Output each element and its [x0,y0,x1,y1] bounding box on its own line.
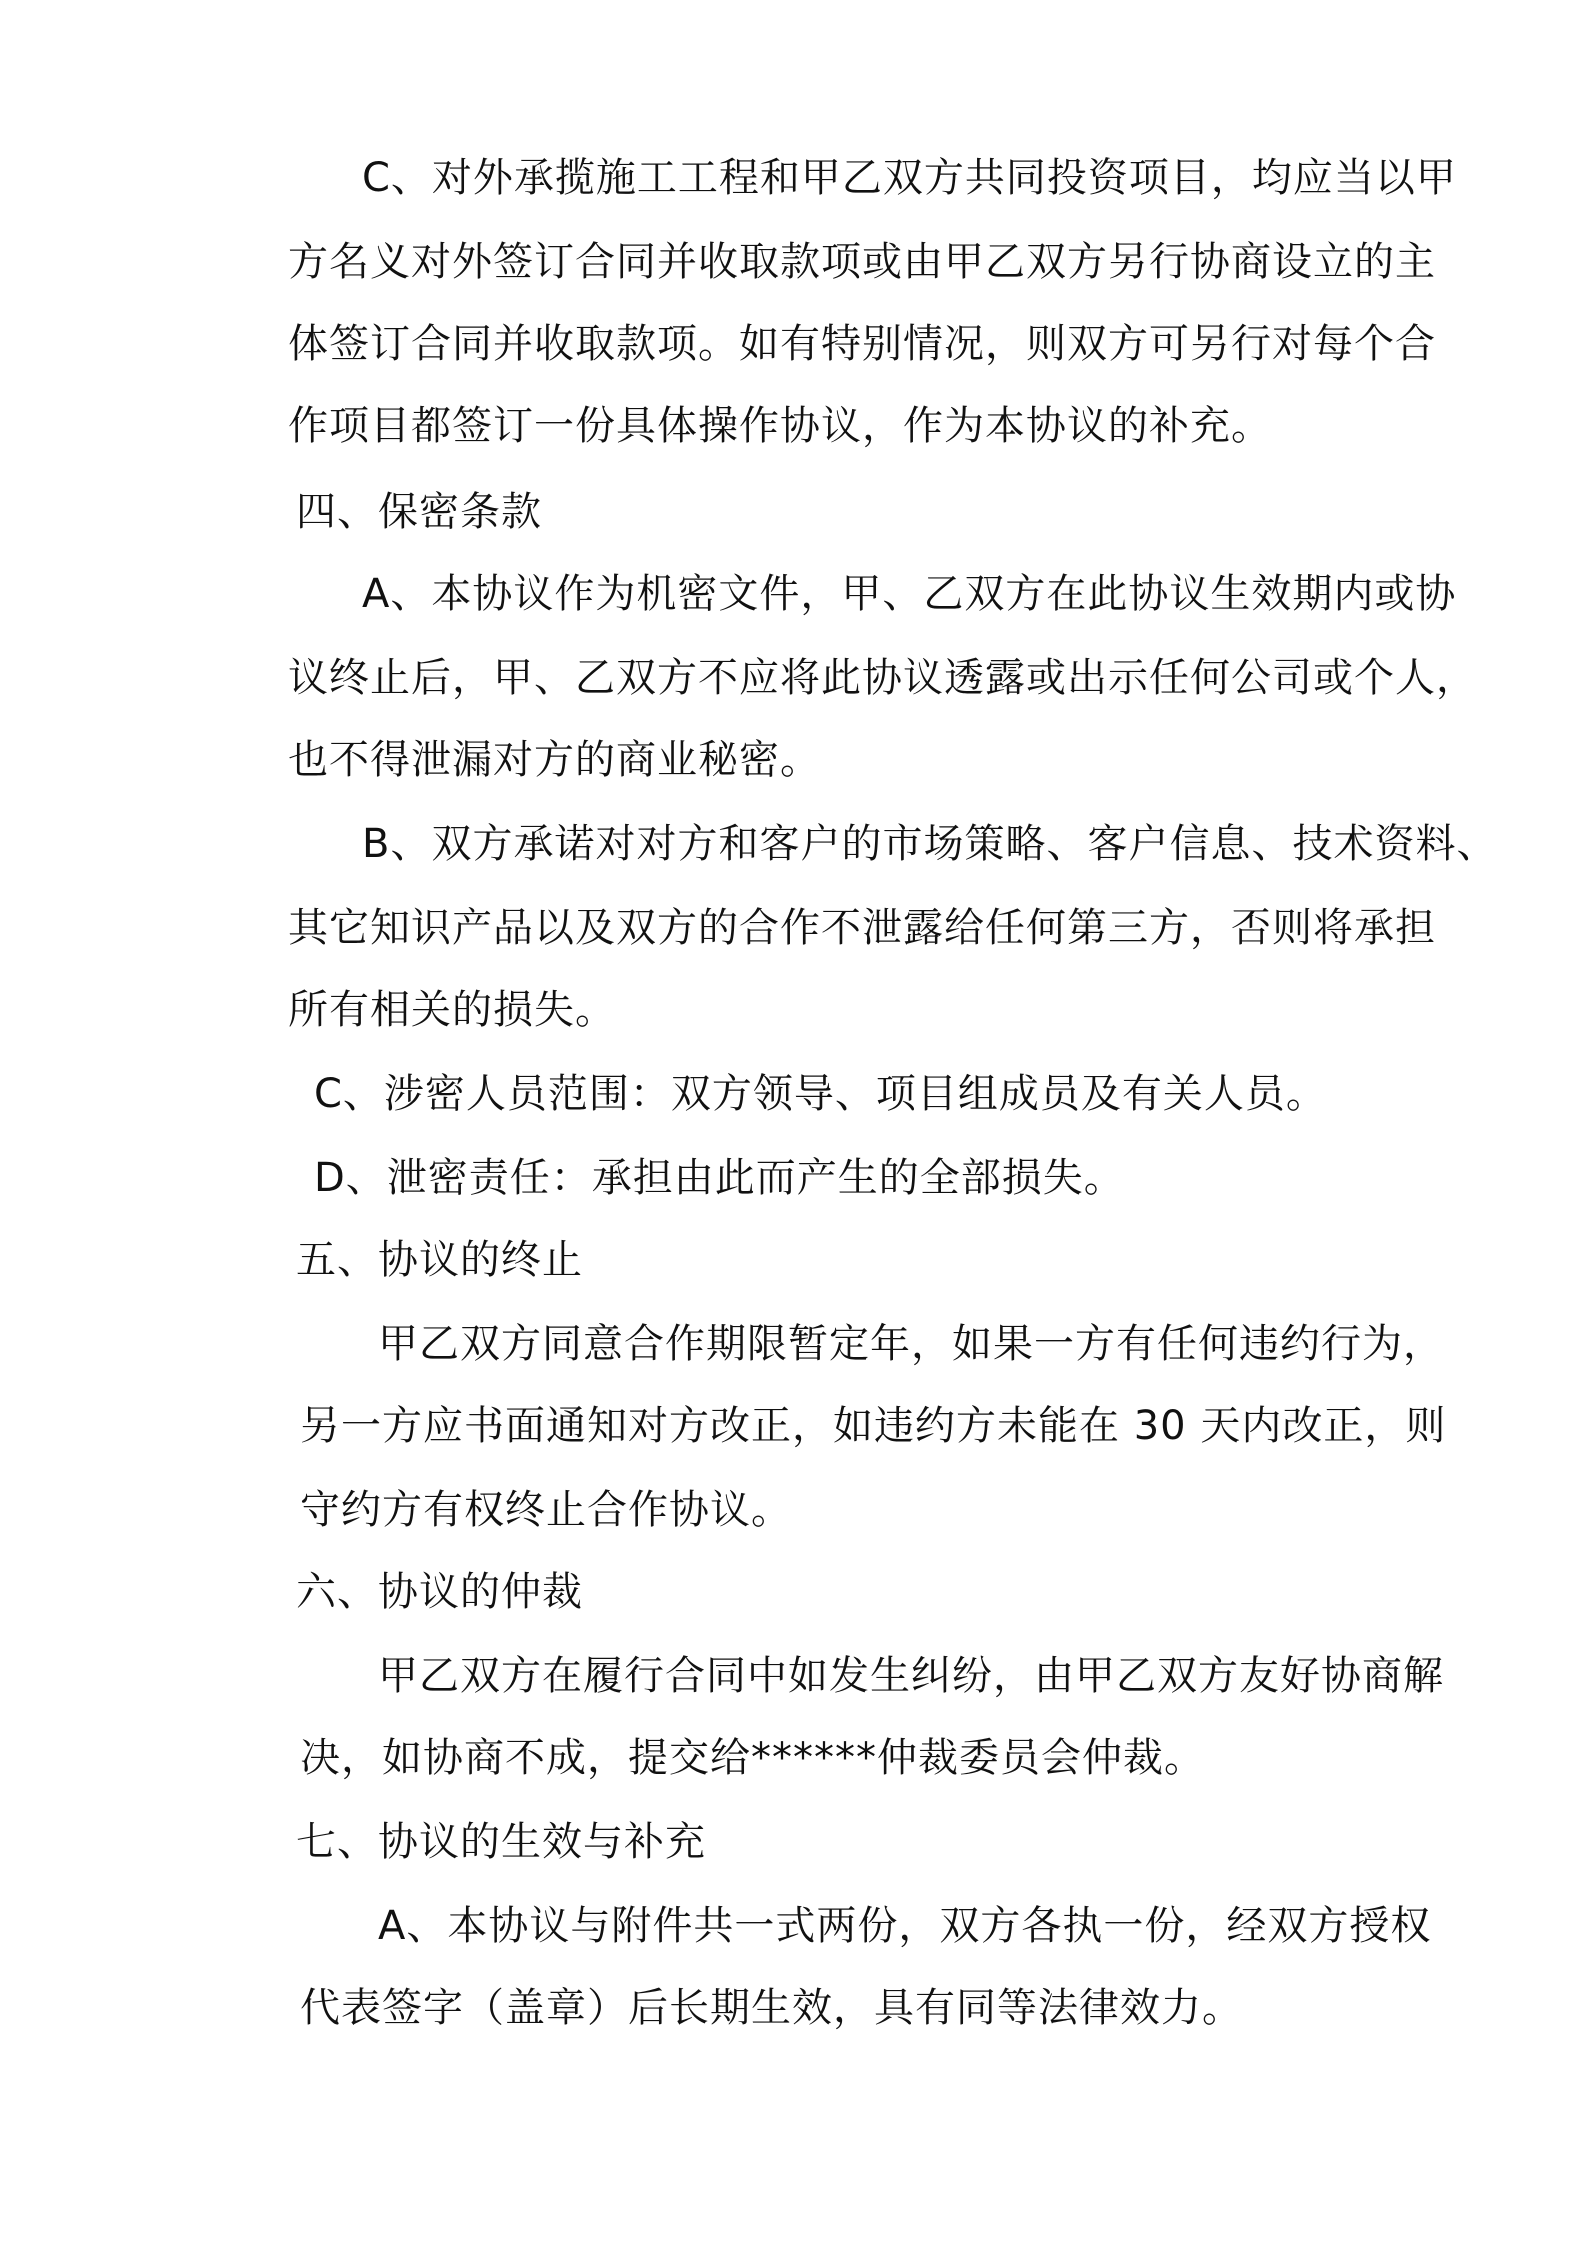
paragraph-line: 方名义对外签订合同并收取款项或由甲乙双方另行协商设立的主 [288,239,1436,285]
paragraph-line: 甲乙双方在履行合同中如发生纠纷，由甲乙双方友好协商解 [378,1653,1444,1699]
section-heading: 五、协议的终止 [296,1237,583,1283]
paragraph-line: A、本协议作为机密文件，甲、乙双方在此协议生效期内或协 [362,571,1457,617]
paragraph-line: 决，如协商不成，提交给******仲裁委员会仲裁。 [300,1735,1205,1781]
paragraph-line: C、对外承揽施工工程和甲乙双方共同投资项目，均应当以甲 [362,155,1457,201]
paragraph-line: 体签订合同并收取款项。如有特别情况，则双方可另行对每个合 [288,321,1436,367]
paragraph-line: 所有相关的损失。 [288,987,616,1033]
paragraph-line: 作项目都签订一份具体操作协议，作为本协议的补充。 [288,403,1272,449]
paragraph-line: C、涉密人员范围：双方领导、项目组成员及有关人员。 [314,1071,1327,1117]
section-heading: 七、协议的生效与补充 [296,1819,706,1865]
paragraph-line: 另一方应书面通知对方改正，如违约方未能在 30 天内改正，则 [300,1403,1447,1449]
paragraph-line: 也不得泄漏对方的商业秘密。 [288,737,821,783]
paragraph-line: 议终止后，甲、乙双方不应将此协议透露或出示任何公司或个人， [288,655,1477,701]
paragraph-line: A、本协议与附件共一式两份，双方各执一份，经双方授权 [378,1903,1432,1949]
section-heading: 四、保密条款 [296,489,542,535]
paragraph-line: 守约方有权终止合作协议。 [300,1487,792,1533]
paragraph-line: 代表签字（盖章）后长期生效，具有同等法律效力。 [300,1985,1243,2031]
paragraph-line: B、双方承诺对对方和客户的市场策略、客户信息、技术资料、 [362,821,1498,867]
paragraph-line: 其它知识产品以及双方的合作不泄露给任何第三方，否则将承担 [288,905,1436,951]
paragraph-line: 甲乙双方同意合作期限暂定年，如果一方有任何违约行为， [378,1321,1444,1367]
section-heading: 六、协议的仲裁 [296,1569,583,1615]
paragraph-line: D、泄密责任：承担由此而产生的全部损失。 [314,1155,1125,1201]
